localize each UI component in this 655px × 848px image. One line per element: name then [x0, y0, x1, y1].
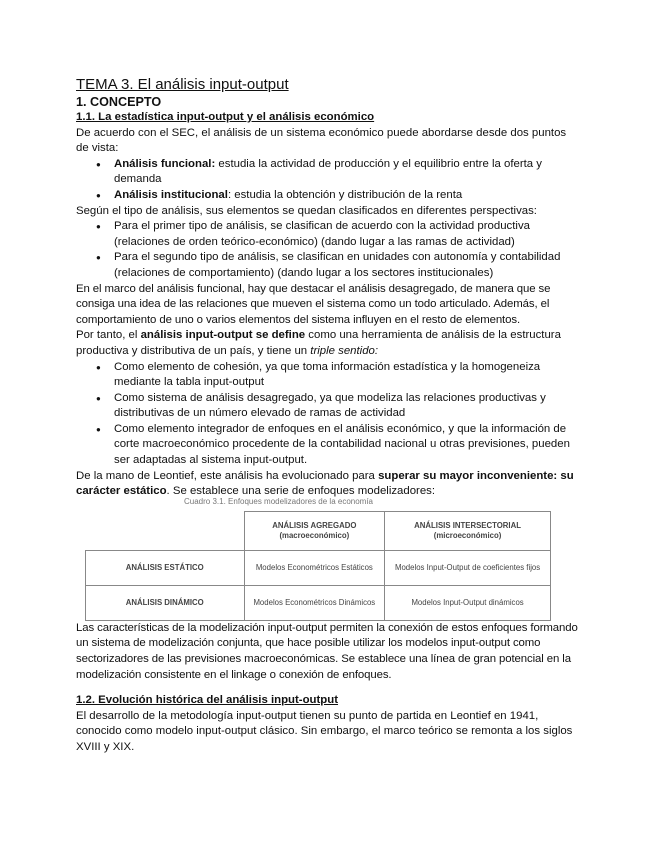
- bullet-list: [76, 219, 580, 281]
- empty-cell: [86, 511, 245, 550]
- bold-term: análisis input-output se define: [140, 329, 306, 342]
- list-item: ● Para el segundo tipo de análisis, se clasifican en unidades con autonomía y contabilidad (relaciones de comportamiento) (dando lugar a los sectores institucionales): [114, 250, 580, 281]
- column-subtitle: (microeconómico): [433, 530, 502, 540]
- list-item: [114, 188, 580, 204]
- text-run: Por tanto, el: [76, 329, 141, 342]
- paragraph: Según el tipo de análisis, sus elementos se quedan clasificados en diferentes perspectivas:: [76, 204, 537, 217]
- row-header: ANÁLISIS ESTÁTICO: [86, 550, 245, 585]
- paragraph: En el marco del análisis funcional, hay que destacar el análisis desagregado, de manera que se consiga una idea de las relaciones que mueven el sistema como un todo articulado. Además, el comportamiento de uno o varios elementos del sistema influyen en el resto de elementos.: [76, 282, 551, 326]
- column-title: ANÁLISIS INTERSECTORIAL: [414, 520, 521, 530]
- table-cell: Modelos Econométricos Dinámicos: [244, 585, 385, 620]
- column-subtitle: (macroeconómico): [279, 530, 350, 540]
- column-header: [385, 511, 551, 550]
- paragraph: De acuerdo con el SEC, el análisis de un sistema económico puede abordarse desde dos puntos de vista:: [76, 126, 567, 155]
- text-run: De la mano de Leontief, este análisis ha evolucionado para: [76, 469, 379, 482]
- list-item-text: estudia la actividad de producción y el equilibrio entre la oferta y demanda: [114, 157, 542, 186]
- table-caption: Cuadro 3.1. Enfoques modelizadores de la economía: [184, 496, 374, 506]
- document-title: TEMA 3. El análisis input-output: [76, 76, 289, 93]
- list-item: ● Como sistema de análisis desagregado, ya que modeliza las relaciones productivas y distributivas de un número elevado de ramas de actividad: [114, 391, 580, 422]
- embedded-table-image: [76, 496, 580, 621]
- text-run: como una herramienta de análisis de la estructura productiva y distributiva de un país, y tiene un: [76, 329, 561, 357]
- subsection-heading: 1.1. La estadística input-output y el análisis económico: [76, 111, 375, 123]
- bold-term: Análisis funcional:: [114, 157, 216, 170]
- document-body: [76, 76, 580, 756]
- section-heading: 1. CONCEPTO: [76, 95, 162, 109]
- table-cell: Modelos Econométricos Estáticos: [244, 550, 385, 585]
- text-run: . Se establece una serie de enfoques modelizadores:: [166, 485, 436, 498]
- table-cell: Modelos Input-Output dinámicos: [385, 585, 551, 620]
- column-header: [244, 511, 385, 550]
- paragraph: Las características de la modelización input-output permiten la conexión de estos enfoques formando un sistema de modelización conjunta, que hace posible utilizar los modelos input-output como sectorizadores de las previsiones macroeconómicas. Se establece una línea de gran potencial en la modelización consistente en el linkage o conexión de enfoques.: [76, 621, 578, 681]
- italic-term: triple sentido:: [310, 344, 379, 357]
- paragraph: [76, 328, 580, 359]
- bullet-list: [76, 360, 580, 469]
- row-header: ANÁLISIS DINÁMICO: [86, 585, 245, 620]
- column-title: ANÁLISIS AGREGADO: [272, 520, 357, 530]
- model-table: [85, 511, 551, 621]
- paragraph: [76, 469, 580, 500]
- bullet-list: [76, 157, 580, 204]
- table-cell: Modelos Input-Output de coeficientes fijos: [385, 550, 551, 585]
- list-item-text: : estudia la obtención y distribución de la renta: [227, 188, 463, 201]
- bold-term: Análisis institucional: [114, 188, 228, 201]
- list-item: ● Como elemento integrador de enfoques en el análisis económico, y que la información de corte macroeconómico procedente de la contabilidad nacional u otras previsiones, pueden ser adaptadas al sistema input-output.: [114, 422, 580, 469]
- bold-term: superar su mayor inconveniente: su carácter estático: [76, 469, 574, 498]
- list-item: ● Para el primer tipo de análisis, se clasifican de acuerdo con la actividad productiva (relaciones de orden teórico-económico) (dando lugar a las ramas de actividad): [114, 219, 580, 250]
- list-item: ● Como elemento de cohesión, ya que toma información estadística y la homogeneiza mediante la tabla input-output: [114, 360, 580, 391]
- list-item: [114, 157, 580, 188]
- paragraph: El desarrollo de la metodología input-output tienen su punto de partida en Leontief en 1941, conocido como modelo input-output clásico. Sin embargo, el marco teórico se remonta a los siglos XVIII y XIX.: [76, 709, 573, 753]
- subsection-heading: 1.2. Evolución histórica del análisis input-output: [76, 694, 339, 707]
